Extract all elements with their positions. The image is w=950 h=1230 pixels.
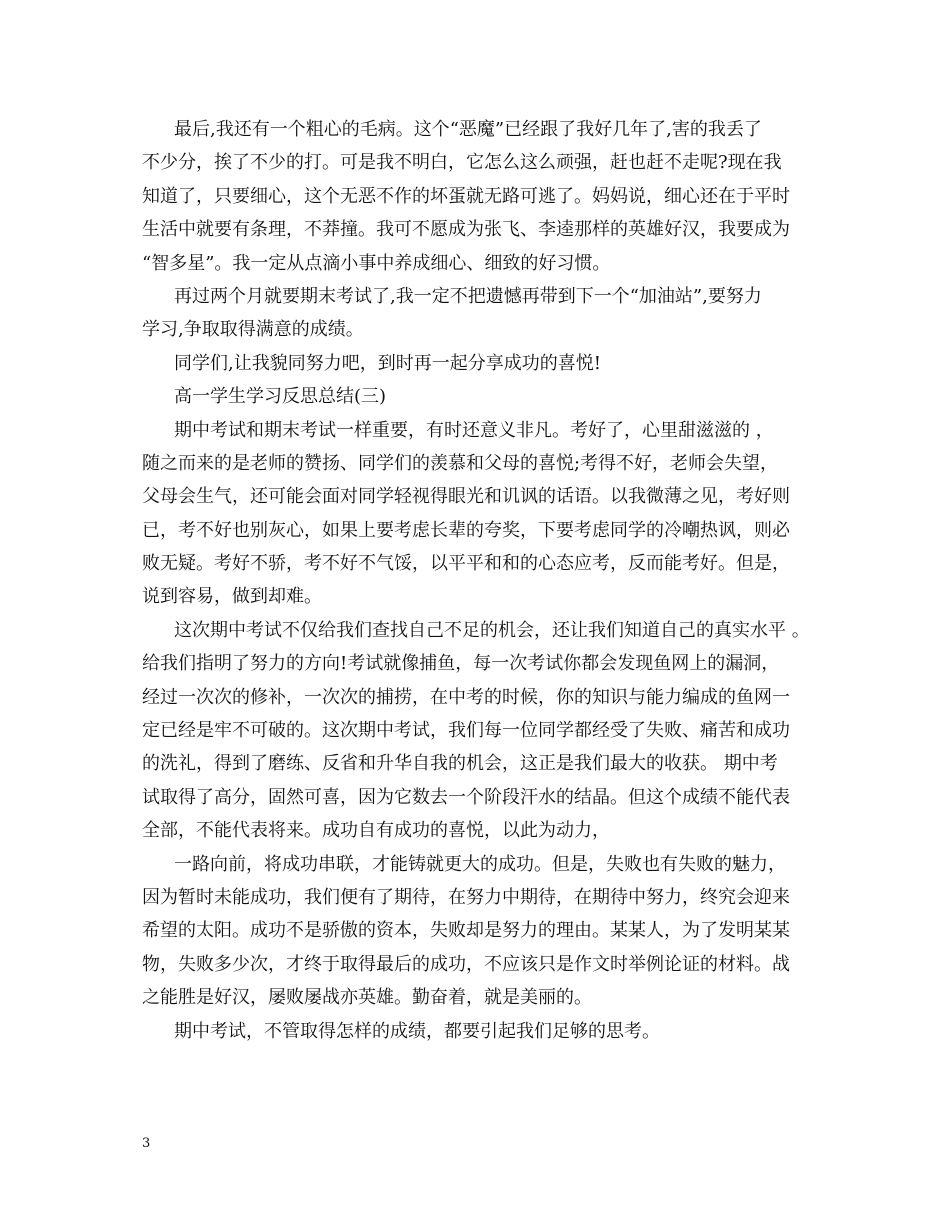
text-line: 说到容易，做到却难。 xyxy=(142,586,322,608)
text-line: 希望的太阳。成功不是骄傲的资本，失败却是努力的理由。某某人，为了发明某某 xyxy=(142,920,790,942)
text-line: 随之而来的是老师的赞扬、同学们的羡慕和父母的喜悦;考得不好，老师会失望， xyxy=(142,452,779,474)
text-line: 期中考试，不管取得怎样的成绩，都要引起我们足够的思考。 xyxy=(174,1020,660,1042)
text-line: 生活中就要有条理，不莽撞。我可不愿成为张飞、李逵那样的英雄好汉，我要成为 xyxy=(142,219,790,241)
text-line: 经过一次次的修补，一次次的捕捞，在中考的时候，你的知识与能力编成的鱼网一 xyxy=(142,686,790,708)
text-line: 期中考试和期末考试一样重要，有时还意义非凡。考好了，心里甜滋滋的 ， xyxy=(174,419,774,441)
text-line: 败无疑。考好不骄，考不好不气馁，以平平和和的心态应考，反而能考好。但是， xyxy=(142,553,790,575)
text-line: 父母会生气，还可能会面对同学轻视得眼光和讥讽的话语。以我微薄之见，考好则 xyxy=(142,486,790,508)
text-line: 因为暂时未能成功，我们便有了期待，在努力中期待，在期待中努力，终究会迎来 xyxy=(142,886,790,908)
text-line: 知道了，只要细心，这个无恶不作的坏蛋就无路可逃了。妈妈说，细心还在于平时 xyxy=(142,185,790,207)
text-line: 一路向前，将成功串联，才能铸就更大的成功。但是，失败也有失败的魅力， xyxy=(174,853,786,875)
text-line: 再过两个月就要期末考试了,我一定不把遗憾再带到下一个“加油站”,要努力 xyxy=(174,285,762,307)
page-number: 3 xyxy=(142,1136,151,1151)
text-line: 最后,我还有一个粗心的毛病。这个“恶魔”已经跟了我好几年了,害的我丢了 xyxy=(174,119,762,140)
text-line: 物，失败多少次，才终于取得最后的成功，不应该只是作文时举例论证的材料。战 xyxy=(142,953,790,975)
text-line: 同学们,让我貌同努力吧，到时再一起分享成功的喜悦! xyxy=(174,352,601,374)
document-body xyxy=(142,113,832,1048)
text-line: 定已经是牢不可破的。这次期中考试，我们每一位同学都经受了失败、痛苦和成功 xyxy=(142,720,790,742)
text-line: 不少分，挨了不少的打。可是我不明白，它怎么这么顽强，赶也赶不走呢?现在我 xyxy=(142,152,782,174)
text-line: 学习,争取取得满意的成绩。 xyxy=(142,319,364,341)
text-line: 给我们指明了努力的方向!考试就像捕鱼，每一次考试你都会发现鱼网上的漏洞， xyxy=(142,653,780,675)
text-line: 已，考不好也别灰心，如果上要考虑长辈的夸奖，下要考虑同学的冷嘲热讽，则必 xyxy=(142,519,790,541)
text-line: “智多星”。我一定从点滴小事中养成细心、细致的好习惯。 xyxy=(142,252,611,274)
text-line: 这次期中考试不仅给我们查找自己不足的机会，还让我们知道自己的真实水平 。 xyxy=(174,619,810,641)
text-line: 的洗礼，得到了磨练、反省和升华自我的机会，这正是我们最大的收获。 期中考 xyxy=(142,753,778,775)
text-line: 之能胜是好汉，屡败屡战亦英雄。勤奋着，就是美丽的。 xyxy=(142,987,592,1009)
text-line: 全部，不能代表将来。成功自有成功的喜悦，以此为动力， xyxy=(142,820,610,842)
text-line: 试取得了高分，固然可喜，因为它数去一个阶段汗水的结晶。但这个成绩不能代表 xyxy=(142,786,790,808)
section-heading: 高一学生学习反思总结(三) xyxy=(174,386,387,408)
